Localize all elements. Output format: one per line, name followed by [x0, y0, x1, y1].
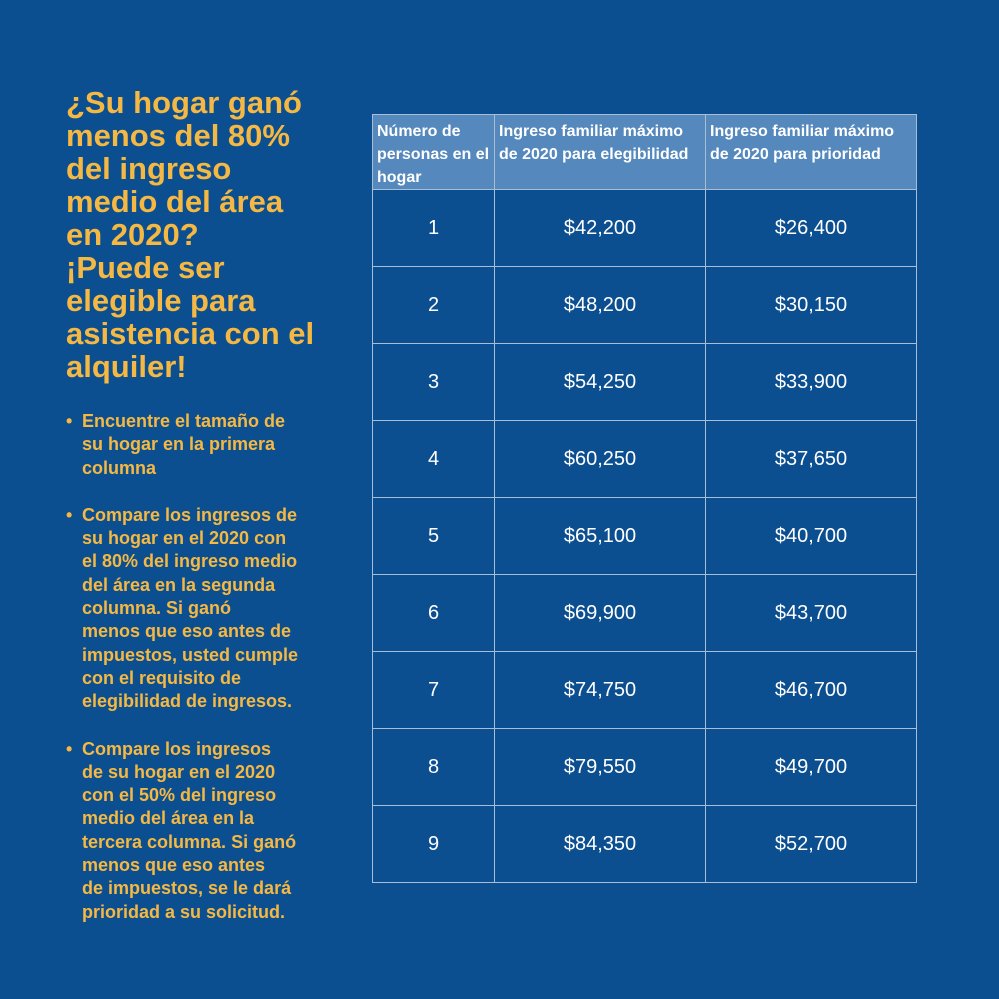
household-size-cell: 9: [373, 806, 495, 883]
household-size-cell: 8: [373, 729, 495, 806]
table-row: [373, 421, 917, 498]
eligibility-income-cell: $69,900: [495, 575, 706, 652]
eligibility-income-cell: $54,250: [495, 344, 706, 421]
column-header-household-size: Número de personas en el hogar: [373, 115, 495, 190]
table-row: [373, 806, 917, 883]
eligibility-income-cell: $42,200: [495, 190, 706, 267]
instruction-text: Compare los ingresos de su hogar en el 2020 con el 80% del ingreso medio del área en la segunda columna. Si ganó menos que eso antes de impuestos, usted cumple con el requisito de elegibilidad de ingresos.: [82, 504, 299, 712]
table-row: [373, 267, 917, 344]
bullet-icon: •: [66, 411, 73, 431]
table-row: [373, 729, 917, 806]
eligibility-income-cell: $65,100: [495, 498, 706, 575]
priority-income-cell: $37,650: [706, 421, 917, 498]
household-size-cell: 6: [373, 575, 495, 652]
household-size-cell: 4: [373, 421, 495, 498]
instruction-item: [64, 738, 354, 924]
priority-income-cell: $26,400: [706, 190, 917, 267]
table-row: [373, 344, 917, 421]
priority-income-cell: $52,700: [706, 806, 917, 883]
instructions-list: [64, 410, 354, 948]
instruction-item: [64, 410, 354, 480]
income-table: [372, 114, 917, 883]
eligibility-income-cell: $79,550: [495, 729, 706, 806]
household-size-cell: 3: [373, 344, 495, 421]
column-header-eligibility-income: Ingreso familiar máximo de 2020 para elegibilidad: [495, 115, 706, 190]
priority-income-cell: $49,700: [706, 729, 917, 806]
bullet-icon: •: [66, 504, 73, 525]
bullet-icon: •: [66, 738, 73, 759]
priority-income-cell: $40,700: [706, 498, 917, 575]
priority-income-cell: $30,150: [706, 267, 917, 344]
instruction-text: Encuentre el tamaño de su hogar en la primera columna: [82, 411, 286, 478]
instruction-item: [64, 504, 354, 714]
headline: ¿Su hogar ganó menos del 80% del ingreso medio del área en 2020? ¡Puede ser elegible para asistencia con el alquiler!: [66, 85, 315, 384]
eligibility-income-cell: $84,350: [495, 806, 706, 883]
priority-income-cell: $46,700: [706, 652, 917, 729]
priority-income-cell: $43,700: [706, 575, 917, 652]
household-size-cell: 5: [373, 498, 495, 575]
table-row: [373, 190, 917, 267]
eligibility-income-cell: $74,750: [495, 652, 706, 729]
instruction-text: Compare los ingresos de su hogar en el 2020 con el 50% del ingreso medio del área en la tercera columna. Si ganó menos que eso antes de impuestos, se le dará prioridad a su solicitud.: [82, 738, 297, 922]
household-size-cell: 1: [373, 190, 495, 267]
column-header-priority-income: Ingreso familiar máximo de 2020 para prioridad: [706, 115, 917, 190]
table-row: [373, 498, 917, 575]
household-size-cell: 2: [373, 267, 495, 344]
table-row: [373, 575, 917, 652]
eligibility-income-cell: $48,200: [495, 267, 706, 344]
household-size-cell: 7: [373, 652, 495, 729]
priority-income-cell: $33,900: [706, 344, 917, 421]
eligibility-income-cell: $60,250: [495, 421, 706, 498]
table-row: [373, 652, 917, 729]
table-header-row: [373, 115, 917, 190]
